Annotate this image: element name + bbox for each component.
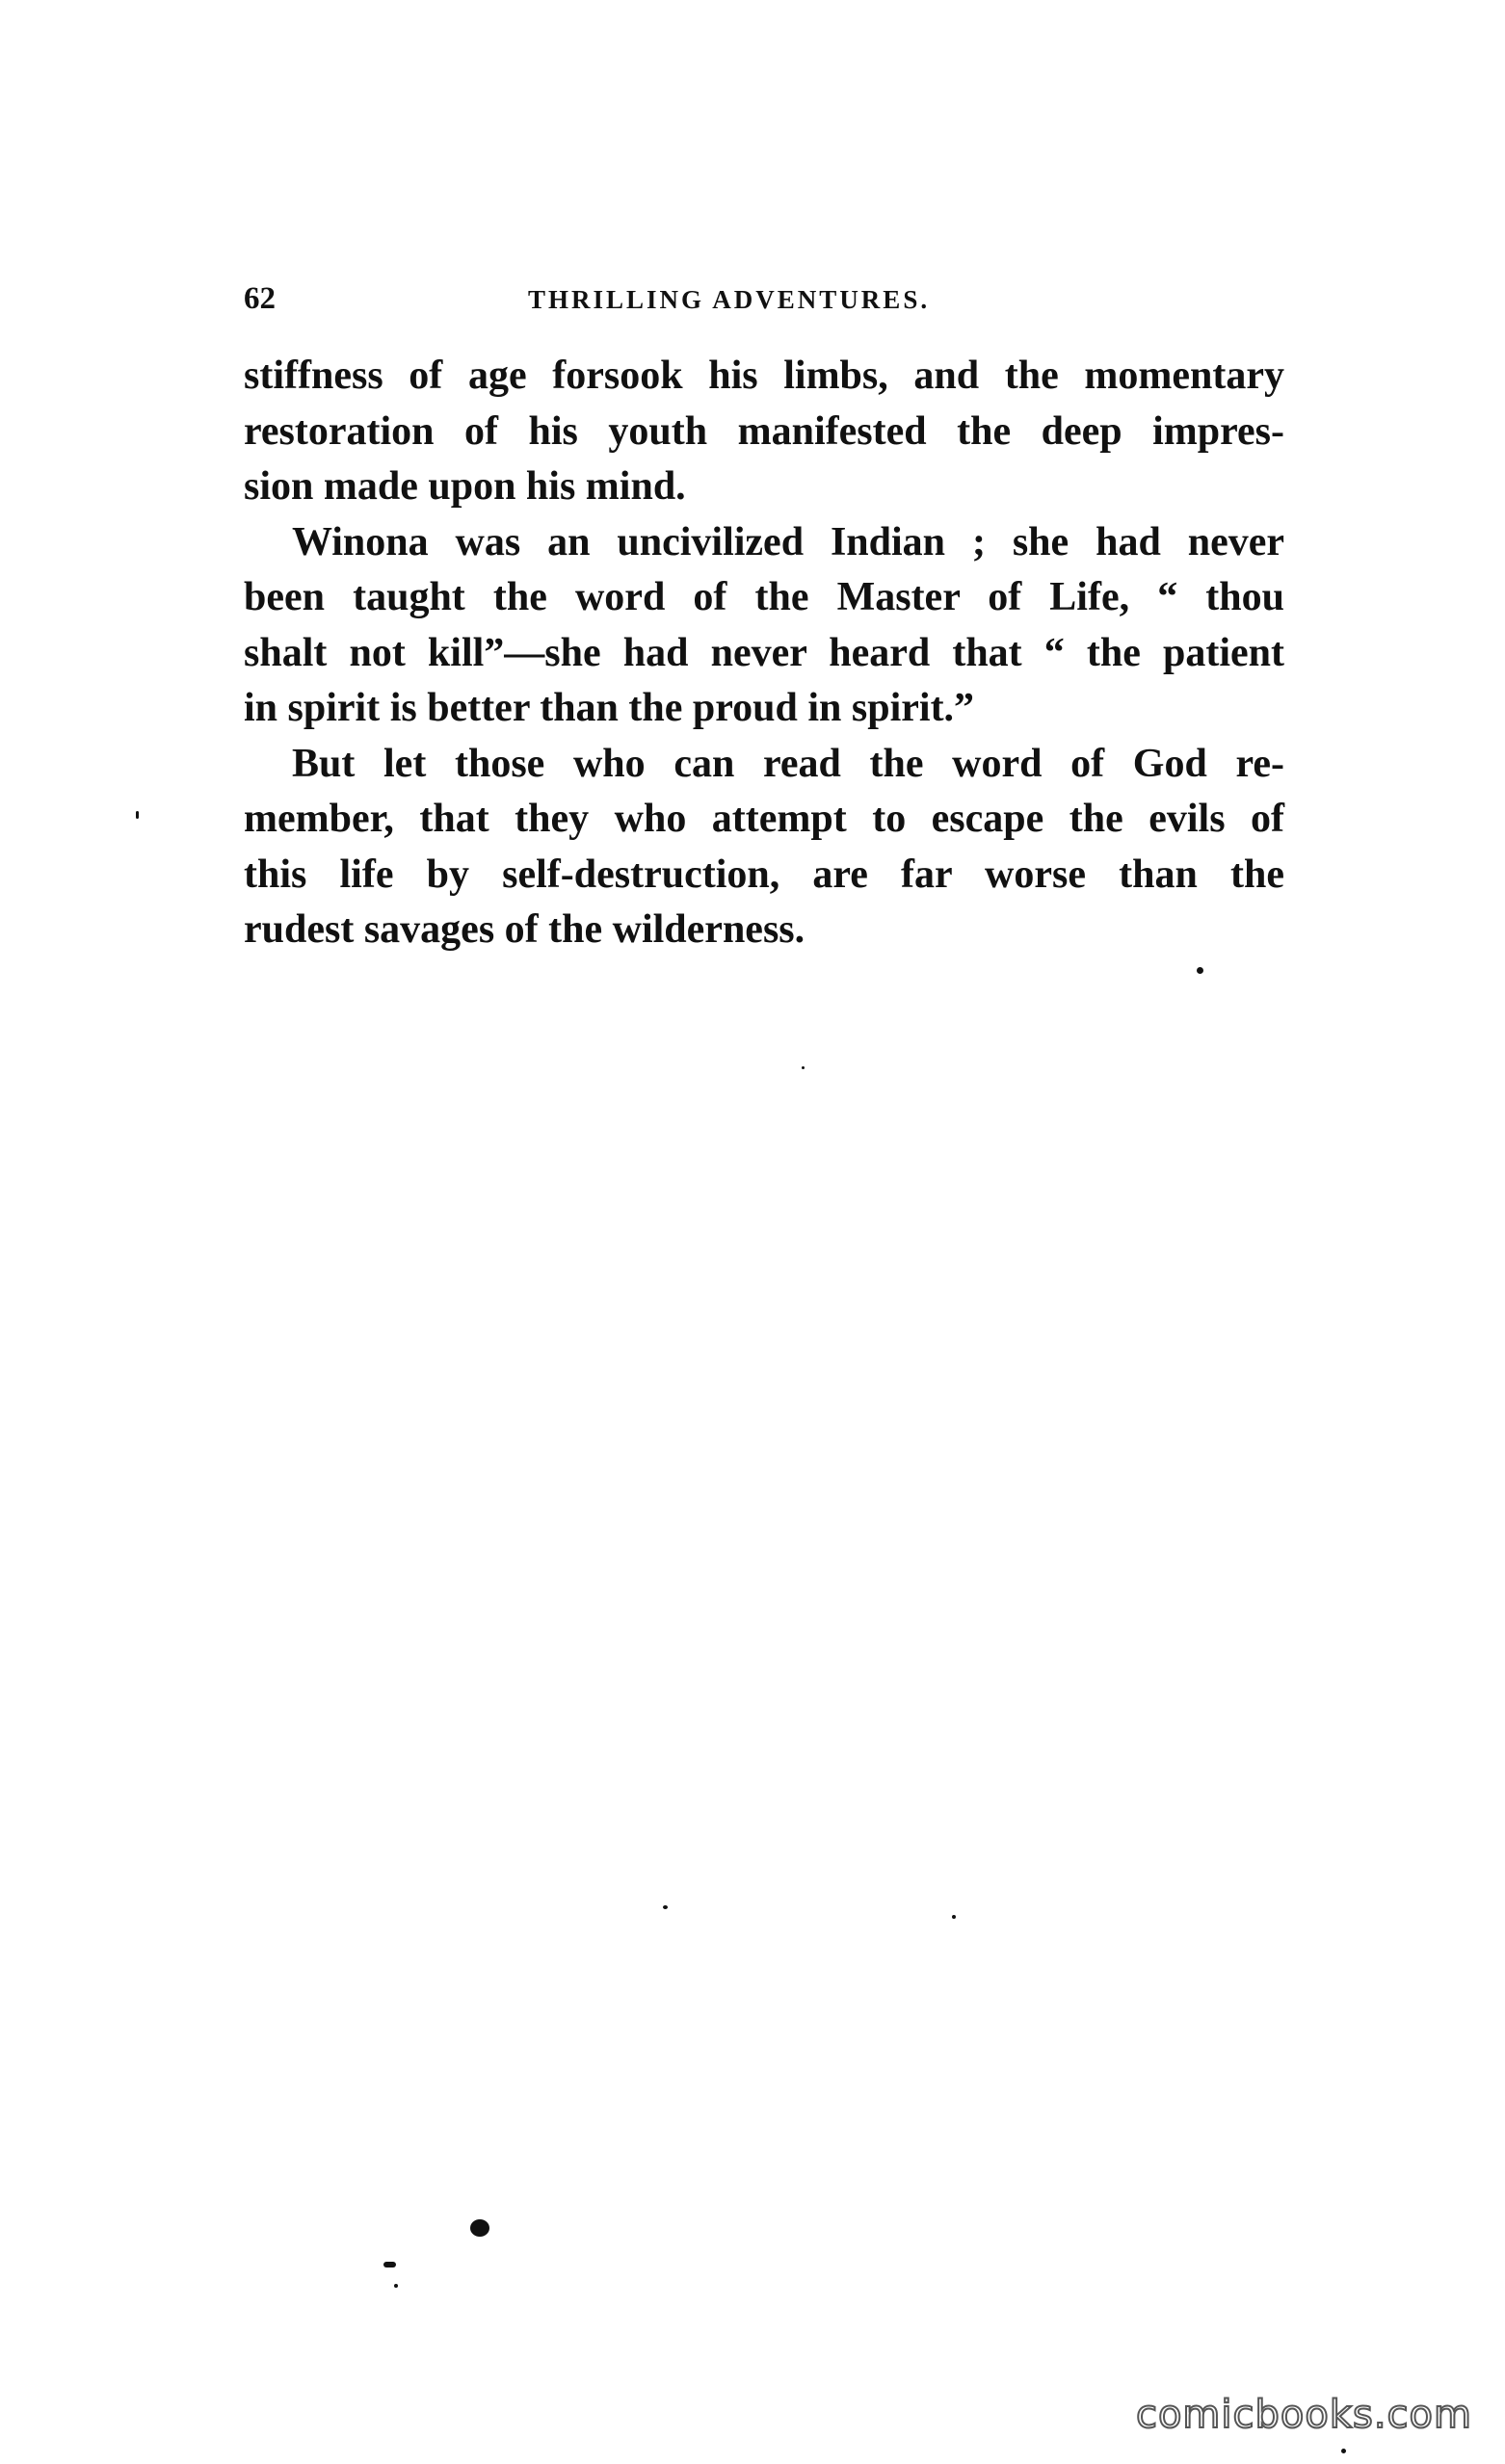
text-line: shalt not kill”—she had never heard that “ the patient	[244, 630, 1284, 675]
scan-speck	[802, 1066, 805, 1069]
paragraph	[244, 737, 1284, 958]
text-line: been taught the word of the Master of Life, “ thou	[244, 575, 1284, 619]
scan-speck	[470, 2219, 489, 2237]
text-line: Winona was an uncivilized Indian ; she had never	[292, 519, 1284, 564]
page-number: 62	[244, 281, 276, 316]
text-line: rudest savages of the wilderness.	[244, 907, 805, 952]
scan-speck	[136, 811, 139, 819]
text-line: in spirit is better than the proud in spirit.”	[244, 686, 975, 730]
scan-speck	[394, 2284, 398, 2288]
scan-speck	[663, 1905, 668, 1909]
body-text	[244, 349, 1284, 958]
scan-speck	[1197, 967, 1203, 974]
watermark: comicbooks.com	[1135, 2393, 1472, 2437]
running-head: THRILLING ADVENTURES.	[528, 285, 931, 314]
scan-speck	[1341, 2449, 1346, 2453]
scan-speck	[383, 2262, 396, 2267]
scan-speck	[952, 1915, 956, 1919]
text-line: stiffness of age forsook his limbs, and the momentary	[244, 354, 1284, 398]
text-line: member, that they who attempt to escape the evils of	[244, 797, 1284, 841]
text-line: this life by self-destruction, are far worse than the	[244, 852, 1284, 897]
paragraph	[244, 515, 1284, 737]
text-line: sion made upon his mind.	[244, 464, 686, 509]
text-line: But let those who can read the word of God re-	[292, 741, 1284, 786]
text-line: restoration of his youth manifested the deep impres-	[244, 408, 1284, 454]
paragraph	[244, 349, 1284, 515]
page-header	[244, 281, 1284, 329]
